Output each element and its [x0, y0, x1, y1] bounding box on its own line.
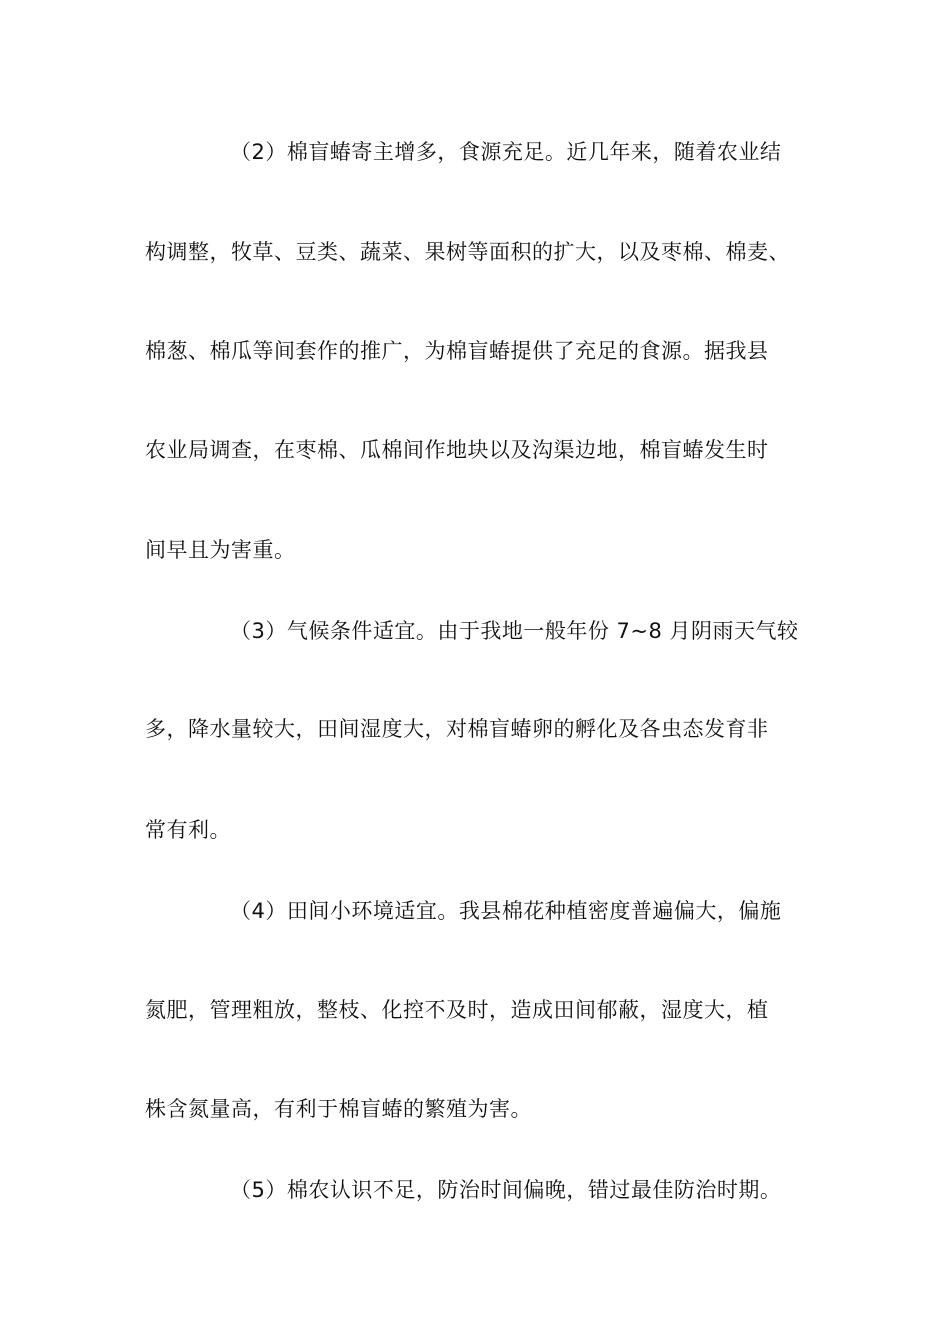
paragraph-3-line-2: 多，降水量较大，田间湿度大，对棉盲蝽卵的孵化及各虫态发育非 [145, 717, 769, 741]
paragraph-5-line-1: （5）棉农认识不足，防治时间偏晚，错过最佳防治时期。 [230, 1178, 782, 1202]
paragraph-3-line-1: （3）气候条件适宜。由于我地一般年份 7~8 月阴雨天气较 [230, 619, 799, 643]
paragraph-3-line-3: 常有利。 [145, 818, 231, 842]
paragraph-4-line-3: 株含氮量高，有利于棉盲蝽的繁殖为害。 [145, 1097, 532, 1121]
paragraph-2-line-3: 棉葱、棉瓜等间套作的推广，为棉盲蝽提供了充足的食源。据我县 [145, 339, 769, 363]
paragraph-4-line-1: （4）田间小环境适宜。我县棉花种植密度普遍偏大，偏施 [230, 899, 782, 923]
paragraph-2-line-5: 间早且为害重。 [145, 538, 296, 562]
paragraph-2-line-1: （2）棉盲蝽寄主增多，食源充足。近几年来，随着农业结 [230, 140, 782, 164]
paragraph-2-line-4: 农业局调查，在枣棉、瓜棉间作地块以及沟渠边地，棉盲蝽发生时 [145, 438, 769, 462]
paragraph-2-line-2: 构调整，牧草、豆类、蔬菜、果树等面积的扩大，以及枣棉、棉麦、 [145, 240, 790, 264]
paragraph-4-line-2: 氮肥，管理粗放，整枝、化控不及时，造成田间郁蔽，湿度大，植 [145, 998, 769, 1022]
